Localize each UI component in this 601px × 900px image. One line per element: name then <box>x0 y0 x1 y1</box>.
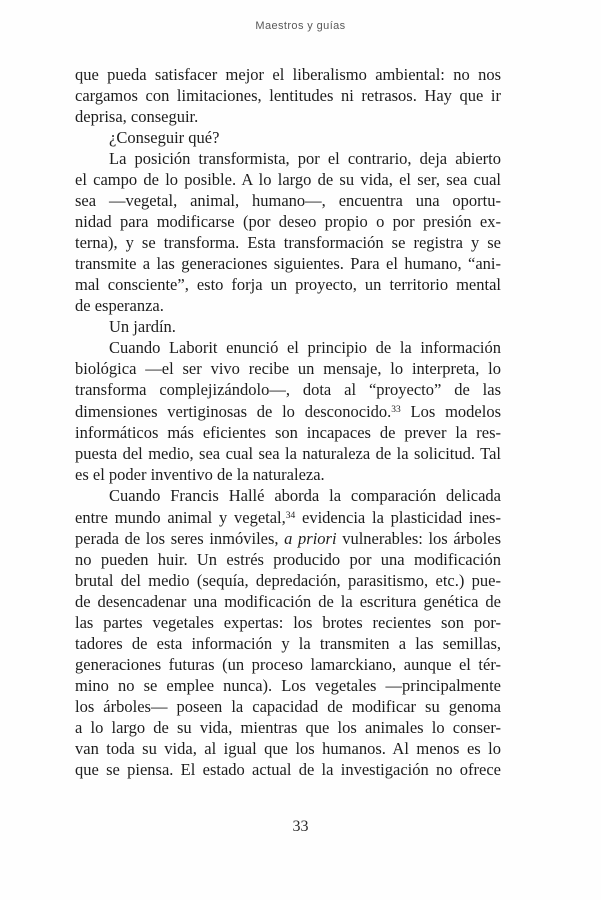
text-line <box>75 64 501 85</box>
text-segment: vulnerables: los árboles <box>336 529 502 548</box>
text-segment: mal consciente”, esto forja un proyecto, un territorio mental <box>75 275 501 294</box>
text-segment: perada de los seres inmóviles, <box>75 529 285 548</box>
text-segment: terna), y se transforma. Esta transformación se registra y se <box>75 233 501 252</box>
footnote-marker: 34 <box>285 511 296 521</box>
text-segment: puesta del medio, sea cual sea la naturaleza de la solicitud. Tal <box>75 444 501 463</box>
page-body <box>75 64 501 780</box>
text-line <box>75 190 501 211</box>
text-segment: Los modelos <box>400 402 501 421</box>
text-line <box>75 232 501 253</box>
footnote-marker: 33 <box>391 405 401 415</box>
text-segment: el campo de lo posible. A lo largo de su vida, el ser, sea cual <box>75 170 501 189</box>
text-line <box>75 337 501 358</box>
text-line <box>75 717 501 738</box>
text-segment: Cuando Laborit enunció el principio de la información <box>109 338 501 357</box>
text-segment: entre mundo animal y vegetal, <box>75 508 286 527</box>
text-segment: ¿Conseguir qué? <box>109 128 220 147</box>
text-segment: es el poder inventivo de la naturaleza. <box>75 465 325 484</box>
text-segment: los árboles— poseen la capacidad de modificar su genoma <box>75 697 501 716</box>
text-line <box>75 675 501 696</box>
text-line <box>75 549 501 570</box>
text-segment: nidad para modificarse (por deseo propio o por presión ex- <box>75 212 501 231</box>
text-line <box>75 274 501 295</box>
text-line <box>75 400 501 422</box>
text-line <box>75 148 501 169</box>
text-segment: mino no se emplee nunca). Los vegetales —principalmente <box>75 676 501 695</box>
text-segment: informáticos más eficientes son incapaces de prever la res- <box>75 423 501 442</box>
text-segment: que pueda satisfacer mejor el liberalismo ambiental: no nos <box>75 65 501 84</box>
text-line <box>75 591 501 612</box>
text-line <box>75 211 501 232</box>
text-line <box>75 358 501 379</box>
text-segment: cargamos con limitaciones, lentitudes ni retrasos. Hay que ir <box>75 86 501 105</box>
text-line <box>75 696 501 717</box>
text-segment: evidencia la plasticidad ines- <box>295 508 501 527</box>
text-segment: de esperanza. <box>75 296 164 315</box>
text-segment: de desencadenar una modificación de la escritura genética de <box>75 592 501 611</box>
text-segment: dimensiones vertiginosas de lo desconocido. <box>75 402 392 421</box>
text-segment: Cuando Francis Hallé aborda la comparación delicada <box>109 486 501 505</box>
text-line <box>75 570 501 591</box>
text-line <box>75 253 501 274</box>
text-line <box>75 295 501 316</box>
running-header: Maestros y guías <box>255 20 346 32</box>
text-segment: La posición transformista, por el contrario, deja abierto <box>109 149 501 168</box>
text-line <box>75 169 501 190</box>
text-segment: van toda su vida, al igual que los humanos. Al menos es lo <box>75 739 501 758</box>
text-line <box>75 654 501 675</box>
text-line <box>75 485 501 506</box>
text-line <box>75 316 501 337</box>
text-line <box>75 738 501 759</box>
text-segment: transmite a las generaciones siguientes. Para el humano, “ani- <box>75 254 501 273</box>
text-line <box>75 633 501 654</box>
italic-text: a priori <box>284 529 337 548</box>
text-line <box>75 759 501 780</box>
text-segment: que se piensa. El estado actual de la investigación no ofrece <box>75 760 501 779</box>
text-line <box>75 612 501 633</box>
text-line <box>75 528 501 549</box>
text-segment: Un jardín. <box>109 317 176 336</box>
text-segment: generaciones futuras (un proceso lamarckiano, aunque el tér- <box>75 655 501 674</box>
text-segment: transforma complejizándolo—, dota al “proyecto” de las <box>75 380 501 399</box>
text-segment: no pueden huir. Un estrés producido por una modificación <box>75 550 501 569</box>
text-segment: brutal del medio (sequía, depredación, parasitismo, etc.) pue- <box>75 571 501 590</box>
text-line <box>75 422 501 443</box>
text-line <box>75 379 501 400</box>
page-number: 33 <box>292 818 309 835</box>
text-line <box>75 464 501 485</box>
text-line <box>75 443 501 464</box>
text-segment: biológica —el ser vivo recibe un mensaje, lo interpreta, lo <box>75 359 501 378</box>
text-segment: deprisa, conseguir. <box>75 107 199 126</box>
text-segment: las partes vegetales expertas: los brotes recientes son por- <box>75 613 501 632</box>
text-line <box>75 127 501 148</box>
text-line <box>75 85 501 106</box>
text-line <box>75 506 501 528</box>
text-line <box>75 106 501 127</box>
text-segment: tadores de esta información y la transmiten a las semillas, <box>75 634 501 653</box>
text-segment: sea —vegetal, animal, humano—, encuentra una oportu- <box>75 191 501 210</box>
text-segment: a lo largo de su vida, mientras que los animales lo conser- <box>75 718 501 737</box>
